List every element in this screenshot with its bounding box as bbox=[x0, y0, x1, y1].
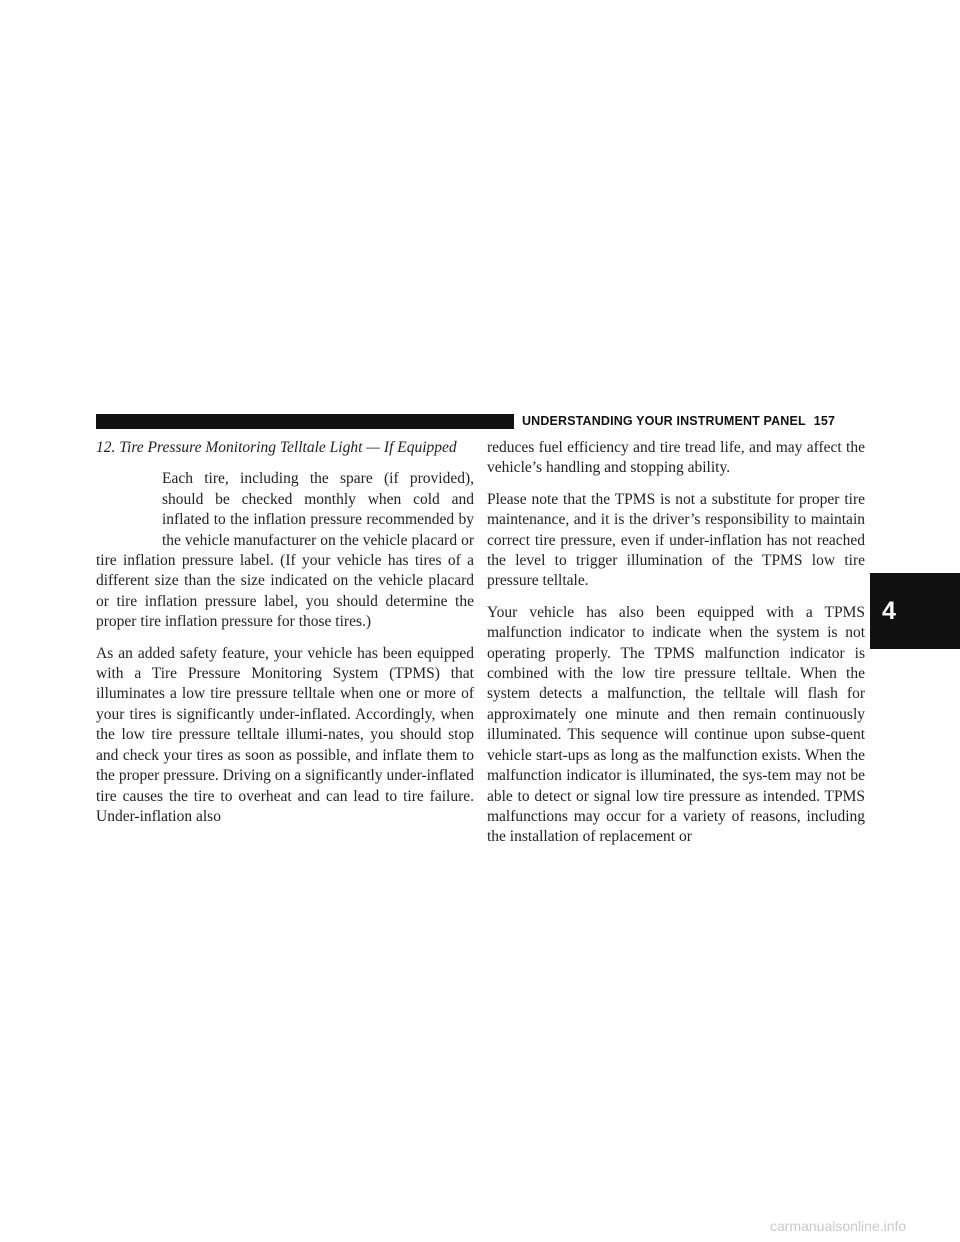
paragraph-maintenance-note: Please note that the TPMS is not a substitute for proper tire maintenance, and it is the driver’s responsibility to maintain correct tire pressure, even if under-inflation has not reached the level to trigger illumination of the TPMS low tire pressure telltale. bbox=[487, 490, 865, 590]
paragraph-tire-check: Each tire, including the spare (if provided), should be checked monthly when cold and inflated to the inflation pressure recommended by the vehicle manufacturer on the vehicle placard or tire inflation pressure label. (If your vehicle has tires of a different size than the size indicated on the vehicle placard or tire inflation pressure label, you should determine the proper tire inflation pressure for those tires.) bbox=[96, 470, 474, 631]
right-column bbox=[487, 438, 865, 859]
paragraph-fuel-efficiency: reduces fuel efficiency and tire tread life, and may affect the vehicle’s handling and stopping ability. bbox=[487, 439, 865, 477]
paragraph-tpms-safety: As an added safety feature, your vehicle has been equipped with a Tire Pressure Monitoring System (TPMS) that illuminates a low tire pressure telltale when one or more of your tires is significantly under-inflated. Accordingly, when the low tire pressure telltale illumi-nates, you should stop and check your tires as soon as possible, and inflate them to the proper pressure. Driving on a significantly under-inflated tire causes the tire to overheat and can lead to tire failure. Under-inflation also bbox=[96, 644, 474, 825]
page-number: 157 bbox=[813, 414, 836, 428]
chapter-title: UNDERSTANDING YOUR INSTRUMENT PANEL bbox=[522, 414, 806, 428]
paragraph-malfunction-indicator: Your vehicle has also been equipped with a TPMS malfunction indicator to indicate when the system is not operating properly. The TPMS malfunction indicator is combined with the low tire pressure telltale. When the system detects a malfunction, the telltale will flash for approximately one minute and then remain continuously illuminated. This sequence will continue upon subse-quent vehicle start-ups as long as the malfunction exists. When the malfunction indicator is illuminated, the sys-tem may not be able to detect or signal low tire pressure as intended. TPMS malfunctions may occur for a variety of reasons, including the installation of replacement or bbox=[487, 603, 865, 846]
chapter-tab: 4 bbox=[870, 573, 960, 649]
left-column bbox=[96, 438, 474, 838]
watermark: carmanualsonline.info bbox=[770, 1218, 907, 1234]
section-heading: 12. Tire Pressure Monitoring Telltale Light — If Equipped bbox=[96, 439, 457, 456]
header-rule bbox=[96, 414, 514, 429]
running-header bbox=[522, 412, 862, 430]
telltale-icon-space bbox=[96, 469, 162, 550]
